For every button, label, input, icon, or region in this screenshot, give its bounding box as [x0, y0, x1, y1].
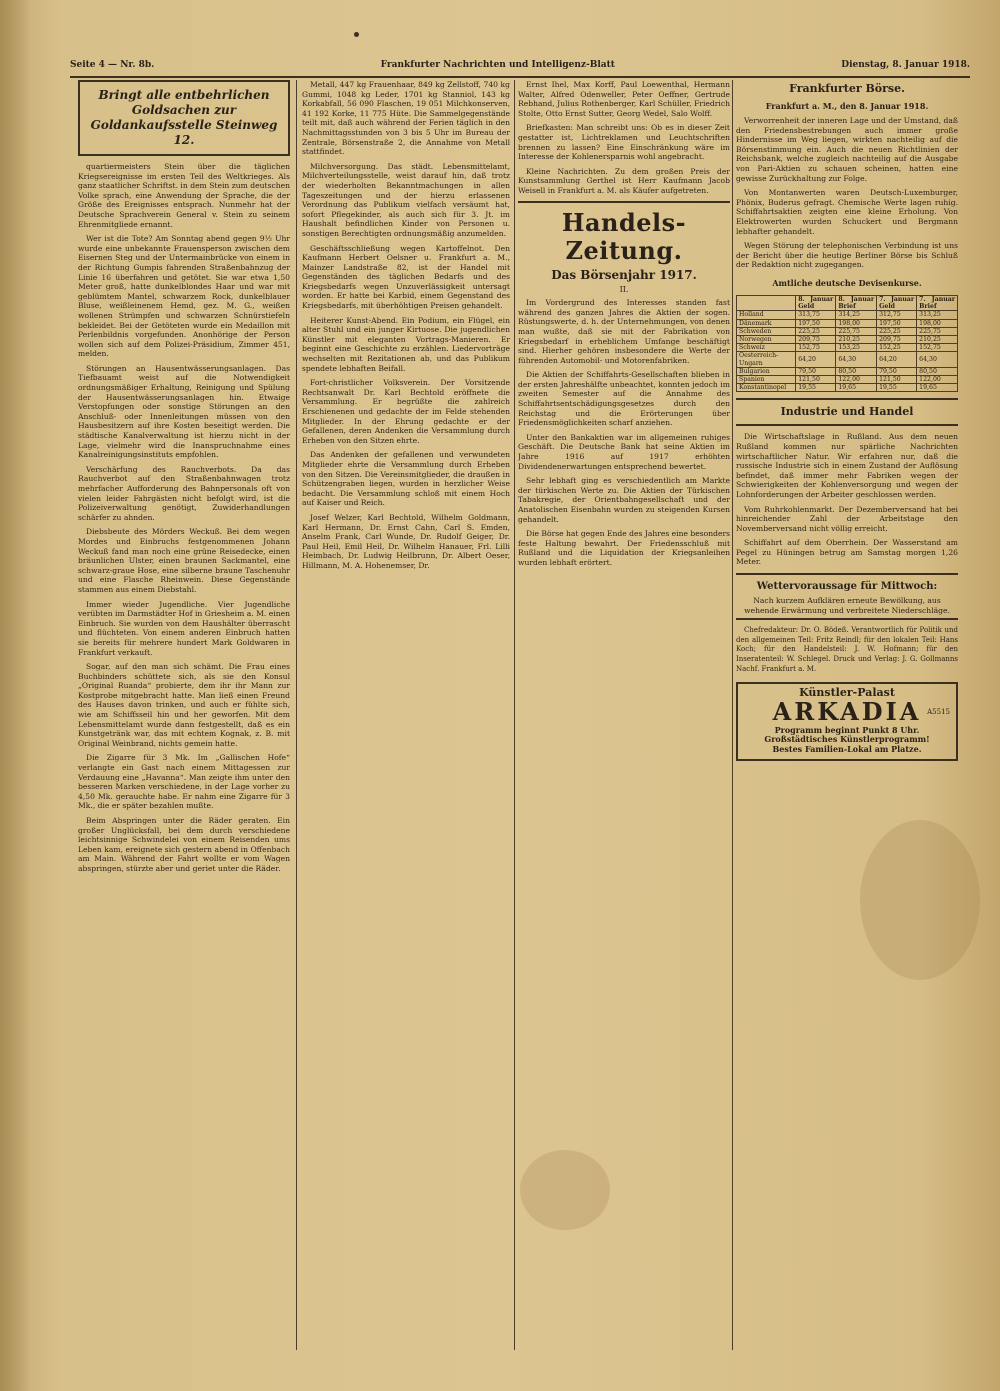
- imprint: Chefredakteur: Dr. O. Bödeß. Verantwortlich für Politik und den allgemeinen Teil: Fritz Reindl; für den lokalen Teil: Hans Koch; für den Handelsteil: J. W. Hofmann; für den Inseratenteil: W. Schlegel. Druck und Verlag: J. G. Gollmanns Nachf. Frankfurt a. M.: [736, 626, 958, 673]
- article-paragraph: Heiterer Kunst-Abend. Ein Podium, ein Flügel, ein alter Stuhl und ein junger Kirtuose. Die jugendlichen Künstler mit eleganten Vortrags-Manieren. Er beginnt eine Geschichte zu erzählen. Liedervorträge wechselten mit Rezitationen ab, und das Publikum spendete lebhaften Beifall.: [302, 315, 510, 373]
- ad-line: Programm beginnt Punkt 8 Uhr.: [774, 724, 920, 735]
- article-paragraph: Die Zigarre für 3 Mk. Im „Gallischen Hofe“ verlangte ein Gast nach einem Mittagessen zur Verdauung eine „Havanna“. Man zeigte ihm unter den besseren Marken verschiedene, in der Lage vorher zu 4,50 Mk. gerauchte habe. Er nahm eine Zigarre für 3 Mk., die er später bezahlen mußte.: [78, 753, 290, 811]
- table-cell: Holland: [737, 311, 796, 319]
- issue-date: Dienstag, 8. Januar 1918.: [841, 60, 970, 70]
- ad-venue-name: ARKADIA: [772, 696, 922, 726]
- table-cell: Oesterreich-Ungarn: [737, 352, 796, 367]
- table-header: [737, 295, 796, 310]
- article-paragraph: Im Vordergrund des Interesses standen fast während des ganzen Jahres die Aktien der sogen. Rüstungswerte, d. h. der Unternehmungen, von denen man wußte, daß sie mit der Fabrikation von Kriegsbedarf in erheblichem Umfange beschäftigt sind. Hierher gehören insbesondere die Werte der führenden Automobil- und Motorenfabriken.: [518, 298, 730, 365]
- boerse-title: Frankfurter Börse.: [789, 82, 905, 95]
- table-cell: 19,65: [917, 384, 958, 392]
- table-cell: 64,20: [877, 352, 917, 367]
- table-cell: 152,75: [917, 344, 958, 352]
- article-title: Das Börsenjahr 1917.: [551, 267, 697, 282]
- exchange-rate-table: [736, 295, 958, 392]
- column-3: [518, 80, 730, 1360]
- table-row: [737, 335, 958, 343]
- weather-text: Nach kurzem Aufklären erneute Bewölkung, aus wehende Erwärmung und verbreitete Niederschläge.: [744, 596, 950, 615]
- table-row: [737, 327, 958, 335]
- table-cell: 121,50: [877, 375, 917, 383]
- article-paragraph: Die Aktien der Schiffahrts-Gesellschaften blieben in der ersten Jahreshälfte unbeachtet, konnten jedoch im zweiten Semester auf die Annahme des Schiffahrtsentschädigungsgesetzes durch den Reichstag und die Erörterungen über Friedensmöglichkeiten scharf anziehen.: [518, 370, 730, 428]
- table-cell: 152,75: [796, 344, 836, 352]
- table-cell: Spanien: [737, 375, 796, 383]
- article-paragraph: Ernst Ihel, Max Korff, Paul Loewenthal, Hermann Walter, Alfred Odenweller, Peter Oeffner, Gertrude Rebhand, Julius Rothenberger, Karl Schüller, Friedrich Stolte, Otto Ernst Sutter, Georg Wedel, Salo Wolff.: [518, 80, 730, 118]
- table-cell: 313,25: [917, 311, 958, 319]
- table-cell: 80,50: [836, 367, 877, 375]
- table-header: 8. Januar Brief: [836, 295, 877, 310]
- table-title: Amtliche deutsche Devisenkurse.: [772, 277, 922, 288]
- article-paragraph: Unter den Bankaktien war im allgemeinen ruhiges Geschäft. Die Deutsche Bank hat seine Aktien im Jahre 1916 auf 1917 erhöhten Dividendenerwartungen entsprechend bewertet.: [518, 432, 730, 471]
- article-paragraph: Geschäftsschließung wegen Kartoffelnot. Den Kaufmann Herbert Oelsner u. Frankfurt a. M., Mainzer Landstraße 82, ist der Handel mit Gegenständen des täglichen Bedarfs und des Kriegsbedarfs wegen Unzuverlässigkeit untersagt worden. Er hatte bei Karbid, einem Gegenstand des Kriegsbedarfs, mit überhöhtigen Preisen gehandelt.: [302, 243, 510, 311]
- table-cell: 152,25: [877, 344, 917, 352]
- ad-line: Bestes Familien-Lokal am Platze.: [772, 744, 922, 754]
- newspaper-title: Frankfurter Nachrichten und Intelligenz-Blatt: [380, 60, 615, 70]
- arkadia-ad: [736, 682, 958, 760]
- article-paragraph: Schiffahrt auf dem Oberrhein. Der Wasserstand am Pegel zu Hüningen betrug am Samstag morgen 1,26 Meter.: [736, 538, 958, 567]
- article-paragraph: Josef Welzer, Karl Bechtold, Wilhelm Goldmann, Karl Hermann, Dr. Ernst Cahn, Carl S. Emden, Anselm Frank, Carl Wunde, Dr. Rudolf Geiger, Dr. Paul Heil, Emil Heil, Dr. Wilhelm Hanauer, Frl. Lilli Heimbach, Dr. Ludwig Heilbrunn, Dr. Albert Oeser, Hillmann, M. A. Hohenemser, Dr.: [302, 512, 510, 570]
- table-cell: 225,75: [836, 327, 877, 335]
- article-paragraph: Sehr lebhaft ging es verschiedentlich am Markte der türkischen Werte zu. Die Aktien der Türkischen Tabakregie, der Orientbahngesellschaft und der Anatolischen Eisenbahn wurden zu steigenden Kursen gehandelt.: [518, 476, 730, 524]
- table-header: 7. Januar Geld: [877, 295, 917, 310]
- table-cell: 79,50: [796, 367, 836, 375]
- table-cell: 225,25: [796, 327, 836, 335]
- gold-ad: Bringt alle entbehrlichen Goldsachen zur Goldankaufsstelle Steinweg 12.: [78, 80, 290, 156]
- boerse-date: Frankfurt a. M., den 8. Januar 1918.: [765, 101, 929, 111]
- binding-hole: [354, 32, 359, 37]
- table-cell: 210,25: [836, 335, 877, 343]
- table-cell: 19,55: [796, 384, 836, 392]
- table-cell: 197,50: [877, 319, 917, 327]
- table-row: [737, 384, 958, 392]
- table-cell: 225,25: [877, 327, 917, 335]
- ad-venue-type: Künstler-Palast: [799, 686, 895, 700]
- table-cell: 19,65: [836, 384, 877, 392]
- table-cell: 79,50: [877, 367, 917, 375]
- article-paragraph: Vom Ruhrkohlenmarkt. Der Dezemberversand hat bei hinreichender Zahl der Arbeitstage den Novemberversand nicht völlig erreicht.: [736, 504, 958, 533]
- article-paragraph: Diebsbeute des Mörders Weckuß. Bei dem wegen Mordes und Einbruchs festgenommenen Johann Weckuß fand man noch eine grüne Reisedecke, einen bräunlichen Ulster, einen braunen Sackmantel, eine schwarz-graue Hose, eine silberne braune Taschenuhr und eine Flasche Rheinwein. Diese Gegenstände stammen aus einem Diebstahl.: [78, 527, 290, 594]
- table-cell: 122,00: [917, 375, 958, 383]
- weather-title: Wettervoraussage für Mittwoch:: [756, 581, 938, 593]
- table-cell: Konstantinopel: [737, 384, 796, 392]
- table-cell: 121,50: [796, 375, 836, 383]
- column-2: [302, 80, 510, 1360]
- article-paragraph: Milchversorgung. Das städt. Lebensmittelamt, Milchverteilungsstelle, weist darauf hin, daß trotz der wiederholten Bekanntmachungen in allen Tageszeitungen und der hierzu erlassenen Verordnung das Publikum vielfach versäumt hat, sofort Pflegekinder, als auch sich für 3. Jt. im Haushalt befindlichen Kinder von Personen u. sonstigen Berechtigten ordnungsmäßig anzumelden.: [302, 161, 510, 238]
- table-cell: 313,75: [796, 311, 836, 319]
- table-cell: 64,20: [796, 352, 836, 367]
- table-cell: 209,75: [877, 335, 917, 343]
- column-1: [78, 80, 290, 1350]
- article-paragraph: Beim Abspringen unter die Räder geraten. Ein großer Unglücksfall, bei dem durch verschiedene leichtsinnige Schwindelei von einem Reisenden ums Leben kam, ereignete sich gestern abend in Offenbach am Main. Während der Fahrt wollte er vom Wagen abspringen, stürzte aber und geriet unter die Räder.: [78, 816, 290, 873]
- article-paragraph: Störungen an Hausentwässerungsanlagen. Das Tiefbauamt weist auf die Notwendigkeit ordnungsmäßiger Erhaltung, Reinigung und Spülung der Hausentwässerungsanlagen hin. Etwaige Verstopfungen oder sonstige Störungen an den Anschluß- oder Innenleitungen müssen von den Hausbesitzern auf ihre Kosten beseitigt werden. Die städtische Kanalverwaltung ist hierzu nicht in der Lage, vielmehr wird die Inanspruchnahme eines Kanalreinigungsinstituts empfohlen.: [78, 363, 290, 460]
- table-cell: Bulgarien: [737, 367, 796, 375]
- table-cell: 209,75: [796, 335, 836, 343]
- article-paragraph: Wer ist die Tote? Am Sonntag abend gegen 9½ Uhr wurde eine unbekannte Frauensperson zwischen dem Eisernen Steg und der Untermainbrücke von einem in der Richtung Gumpis fahrenden Straßenbahnzug der Linie 16 überfahren und getötet. Sie war etwa 1,50 Meter groß, hatte dunkelblondes Haar und war mit geblümtem Mantel, schwarzem Rock, dunkelblauer Bluse, weißleinenem Hemd, gez. M. G., weißen wollenen Strümpfen und schwarzen Schnürstiefeln bekleidet. Bei der Getöteten wurde ein Medaillon mit Perlenbildnis vorgefunden. Anonhörige der Person wollen sich auf dem Polizei-Präsidium, Zimmer 451, melden.: [78, 234, 290, 359]
- table-cell: 197,50: [796, 319, 836, 327]
- article-paragraph: Die Börse hat gegen Ende des Jahres eine besonders feste Haltung bewahrt. Der Friedensschluß mit Rußland und die Liquidation der Kriegsanleihen wurden lebhaft erörtert.: [518, 529, 730, 567]
- table-row: [737, 344, 958, 352]
- table-cell: 198,00: [836, 319, 877, 327]
- table-row: [737, 311, 958, 319]
- table-cell: Schweden: [737, 327, 796, 335]
- column-rule: [514, 80, 515, 1350]
- table-cell: 314,25: [836, 311, 877, 319]
- table-row: [737, 352, 958, 367]
- article-paragraph: Kleine Nachrichten. Zu dem großen Preis der Kunstsammlung Gerthel ist Herr Kaufmann Jacob Weisell in Frankfurt a. M. als Käufer aufgetreten.: [518, 166, 730, 195]
- ad-line: Großstädtisches Künstlerprogramm!: [764, 734, 930, 745]
- column-rule: [732, 80, 733, 1350]
- column-4: [736, 80, 958, 1380]
- table-cell: 210,25: [917, 335, 958, 343]
- article-paragraph: Das Andenken der gefallenen und verwundeten Mitglieder ehrte die Versammlung durch Erheben von den Sitzen. Die Vereinsmitglieder, die draußen in Schützengraben liegen, wurden in herzlicher Weise bedacht. Die Versammlung schloß mit einem Hoch auf Kaiser und Reich.: [302, 450, 510, 508]
- section-title: Industrie und Handel: [780, 405, 914, 419]
- article-part: II.: [619, 284, 629, 294]
- table-cell: 19,55: [877, 384, 917, 392]
- table-cell: Dänemark: [737, 319, 796, 327]
- article-paragraph: Briefkasten: Man schreibt uns: Ob es in dieser Zeit gestatter ist, Lichtreklamen und Leuchtschriften brennen zu lassen? Eine Einschränkung wäre im Interesse der Kohlenersparnis wohl angebracht.: [518, 123, 730, 162]
- article-paragraph: Die Wirtschaftslage in Rußland. Aus dem neuen Rußland kommen nur spärliche Nachrichten wirtschaftlicher Natur. Wir erfahren nur, daß die russische Industrie sich in einem Zustand der Auflösung befindet, daß immer mehr Fabriken wegen der Schwierigkeiten der Kohlenversorgung und wegen der Lohnforderungen der Arbeiter geschlossen werden.: [736, 432, 958, 499]
- table-row: [737, 375, 958, 383]
- table-cell: 64,30: [836, 352, 877, 367]
- table-cell: 64,30: [917, 352, 958, 367]
- table-header: 8. Januar Geld: [796, 295, 836, 310]
- table-cell: 153,25: [836, 344, 877, 352]
- article-paragraph: Wegen Störung der telephonischen Verbindung ist uns der Bericht über die heutige Berliner Börse bis Schluß der Redaktion nicht zugegangen.: [736, 241, 958, 270]
- section-headline: Handels-Zeitung.: [518, 201, 730, 265]
- article-paragraph: Fort-christlicher Volksverein. Der Vorsitzende Rechtsanwalt Dr. Karl Bechtold eröffnete die Versammlung. Er begrüßte die zahlreich Erschienenen und gedachte der im Felde stehenden Mitglieder. In der Ehrung gedachte er der Gefallenen, deren Andenken die Versammlung durch Erheben von den Sitzen ehrte.: [302, 378, 510, 445]
- page-number: Seite 4 — Nr. 8b.: [70, 60, 155, 70]
- table-row: [737, 367, 958, 375]
- article-paragraph: Immer wieder Jugendliche. Vier Jugendliche verübten im Darmstädter Hof in Griesheim a. M. einen Einbruch. Sie wurden von dem Haushälter überrascht und flüchteten. Von einem anderen Einbruch hatten sie bereits für mehrere hundert Mark Goldwaren in Frankfurt verkauft.: [78, 599, 290, 657]
- table-cell: 122,00: [836, 375, 877, 383]
- article-paragraph: Verschärfung des Rauchverbots. Da das Rauchverbot auf den Straßenbahnwagen trotz mehrfacher Aufforderung des Bahnpersonals oft von vielen leider Fahrgästen nicht befolgt wird, ist die Polizeiverwaltung genötigt, Zuwiderhandlungen schärfer zu ahnden.: [78, 464, 290, 522]
- table-cell: Schweiz: [737, 344, 796, 352]
- column-rule: [296, 80, 297, 1350]
- table-cell: 312,75: [877, 311, 917, 319]
- table-cell: 198,00: [917, 319, 958, 327]
- table-row: [737, 319, 958, 327]
- ad-code: A5515: [927, 707, 950, 716]
- page-header: [70, 60, 970, 78]
- table-cell: Norwegen: [737, 335, 796, 343]
- table-cell: 225,75: [917, 327, 958, 335]
- article-paragraph: Sogar, auf den man sich schämt. Die Frau eines Buchbinders schüttete sich, als sie den Konsul „Original Ruanda“ probierte, dem ihr ihr Mann zur Kostprobe mitgebracht hatte. Man ließ einen Freund des Hauses davon trinken, und auch er fühlte sich, wie am Schiffsseil hin und her geworfen. Mit dem Lebensmittelamt wurde dann festgestellt, daß es ein Kunstgetränk war, das mit echtem Kognak, z. B. mit Original Weinbrand, nichts gemein hatte.: [78, 662, 290, 748]
- table-cell: 80,50: [917, 367, 958, 375]
- table-body: [737, 311, 958, 392]
- page-edge-shadow: [0, 0, 30, 1391]
- article-paragraph: Von Montanwerten waren Deutsch-Luxemburger, Phönix, Buderus gefragt. Chemische Werte lagen ruhig. Schiffahrtsaktien zeigten eine kleine Erholung. Von Elektrowerten wurden Schuckert und Bergmann lebhafter gehandelt.: [736, 188, 958, 236]
- article-paragraph: quartiermeisters Stein über die täglichen Kriegsereignisse im ersten Teil des Weltkrieges. Als ganz staatlicher Schriftst. in dem Stein zum deutschen Volke sprach, eine Anwendung der Sprache, die der Größe des Ereignisses entsprach. Nunmehr hat der Deutsche Sprachverein General v. Stein zu seinem Ehrenmitgliede ernannt.: [78, 162, 290, 229]
- table-header-row: [737, 295, 958, 310]
- article-paragraph: Metall, 447 kg Frauenhaar, 849 kg Zellstoff, 740 kg Gummi, 1048 kg Leder, 1701 kg Stanniol, 143 kg Korkabfall, 56 090 Flaschen, 19 051 Milchkonserven, 41 192 Korke, 11 775 Hüte. Die Sammelgegenstände teilt mit, daß auch während der Ferien täglich in den Nachmittagsstunden von 3 bis 5 Uhr im Bureau der Zentrale, Börsenstraße 2, die Annahme von Metall stattfindet.: [302, 80, 510, 157]
- article-paragraph: Verworrenheit der inneren Lage und der Umstand, daß den Friedensbestrebungen auch immer große Hindernisse im Weg liegen, wirkten nachteilig auf die Börsenstimmung ein. Auch die neuen Richtlinien der Reichsbank, welche zugleich nachteilig auf die Ausgabe von Pari-Aktien zu schauen scheinen, hatten eine gewisse Zurückhaltung zur Folge.: [736, 116, 958, 183]
- table-header: 7. Januar Brief: [917, 295, 958, 310]
